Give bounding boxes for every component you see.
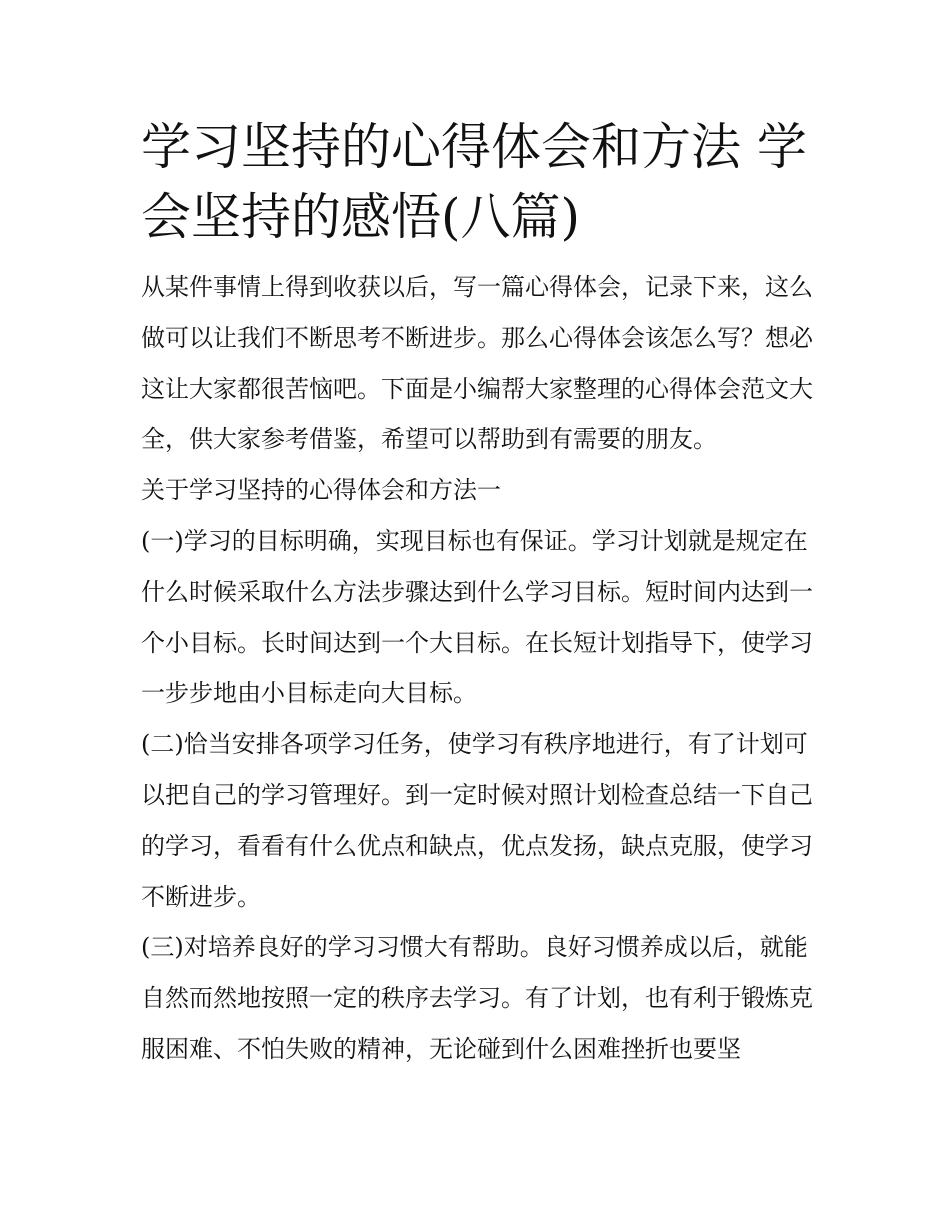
document-body — [141, 262, 813, 1075]
intro-paragraph: 从某件事情上得到收获以后，写一篇心得体会，记录下来，这么做可以让我们不断思考不断进步。那么心得体会该怎么写？想必这让大家都很苦恼吧。下面是小编帮大家整理的心得体会范文大全，供大家参考借鉴，希望可以帮助到有需要的朋友。 — [141, 273, 813, 454]
point-one-paragraph: (一)学习的目标明确，实现目标也有保证。学习计划就是规定在什么时候采取什么方法步骤达到什么学习目标。短时间内达到一个小目标。长时间达到一个大目标。在长短计划指导下，使学习一步步地由小目标走向大目标。 — [141, 526, 813, 708]
document-title: 学习坚持的心得体会和方法 学会坚持的感悟(八篇) — [141, 118, 807, 246]
point-two-paragraph: (二)恰当安排各项学习任务，使学习有秩序地进行，有了计划可以把自己的学习管理好。到一定时候对照计划检查总结一下自己的学习，看看有什么优点和缺点，优点发扬，缺点克服，使学习不断进步。 — [141, 730, 813, 911]
point-three-paragraph: (三)对培养良好的学习习惯大有帮助。良好习惯养成以后，就能自然而然地按照一定的秩序去学习。有了计划，也有利于锻炼克服困难、不怕失败的精神，无论碰到什么困难挫折也要坚 — [141, 933, 813, 1063]
document-page — [141, 112, 813, 1075]
section-heading: 关于学习坚持的心得体会和方法一 — [141, 476, 501, 505]
